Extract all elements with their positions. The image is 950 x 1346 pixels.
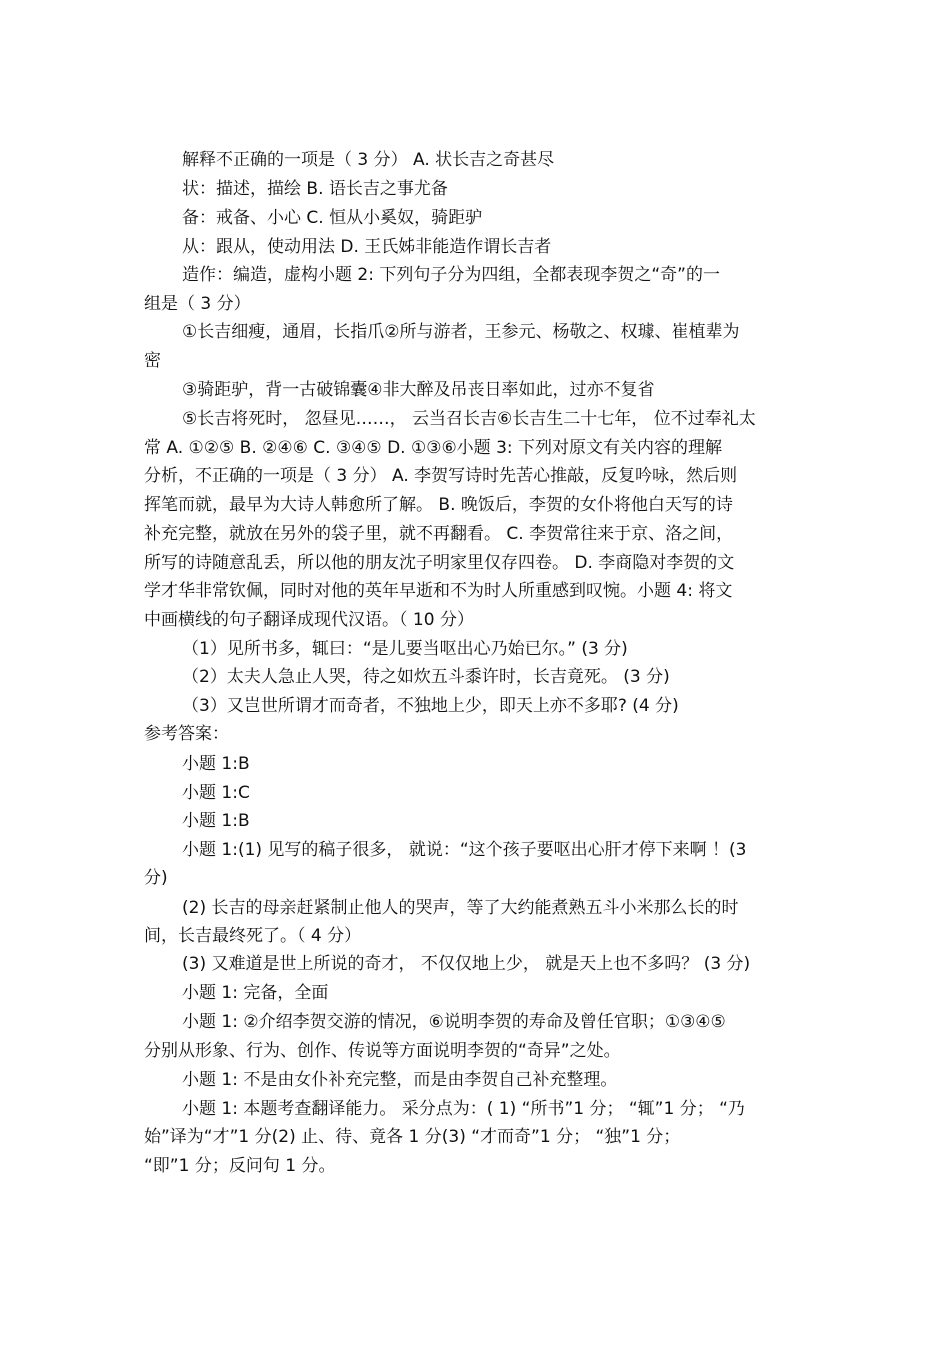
- text-line: 分析，不正确的一项是（ 3 分） A. 李贺写诗时先苦心推敲，反复吟咏，然后则: [144, 466, 738, 486]
- text-line: ③骑距驴，背一古破锦囊④非大醉及吊丧日率如此，过亦不复省: [182, 380, 655, 400]
- answer-line: 小题 1:(1) 见写的稿子很多， 就说：“这个孩子要呕出心肝才停下来啊 ！(3: [182, 840, 747, 860]
- answer-line: 小题 1:B: [182, 811, 250, 831]
- text-line: 组是（ 3 分）: [144, 294, 251, 314]
- question-item: （1）见所书多，辄曰：“是儿要当呕出心乃始已尔。” (3 分): [182, 639, 628, 659]
- question-item: （3）又岂世所谓才而奇者，不独地上少，即天上亦不多耶? (4 分): [182, 696, 679, 716]
- answer-line: 小题 1: ②介绍李贺交游的情况，⑥说明李贺的寿命及曾任官职；①③④⑤: [182, 1012, 726, 1032]
- answer-line: 小题 1: 不是由女仆补充完整，而是由李贺自己补充整理。: [182, 1070, 618, 1090]
- answer-line: “即”1 分；反问句 1 分。: [144, 1156, 336, 1176]
- text-line: 造作：编造，虚构小题 2: 下列句子分为四组，全都表现李贺之“奇”的一: [182, 265, 720, 285]
- text-line: 从：跟从，使动用法 D. 王氏姊非能造作谓长吉者: [182, 237, 552, 257]
- answer-line: (3) 又难道是世上所说的奇才， 不仅仅地上少， 就是天上也不多吗？ (3 分): [182, 954, 751, 974]
- text-line: 学才华非常钦佩，同时对他的英年早逝和不为时人所重感到叹惋。小题 4: 将文: [144, 581, 733, 601]
- answer-line: 始”译为“才”1 分(2) 止、待、竟各 1 分(3) “才而奇”1 分； “独”1 分；: [144, 1127, 681, 1147]
- text-line: ①长吉细瘦，通眉，长指爪②所与游者，王参元、杨敬之、权璩、崔植辈为: [182, 322, 740, 342]
- text-line: 解释不正确的一项是（ 3 分） A. 状长吉之奇甚尽: [182, 150, 555, 170]
- text-line: ⑤长吉将死时， 忽昼见……， 云当召长吉⑥长吉生二十七年， 位不过奉礼太: [182, 409, 756, 429]
- text-line: 密: [144, 351, 161, 371]
- text-line: 补充完整，就放在另外的袋子里，就不再翻看。 C. 李贺常往来于京、洛之间，: [144, 524, 734, 544]
- answer-line: 小题 1:B: [182, 754, 250, 774]
- answer-line: 小题 1:C: [182, 783, 250, 803]
- text-line: 所写的诗随意乱丢，所以他的朋友沈子明家里仅存四卷。 D. 李商隐对李贺的文: [144, 553, 735, 573]
- question-item: （2）太夫人急止人哭，待之如炊五斗黍许时，长吉竟死。 (3 分): [182, 667, 670, 687]
- answer-heading: 参考答案：: [144, 724, 229, 744]
- text-line: 中画横线的句子翻译成现代汉语。（ 10 分）: [144, 610, 474, 630]
- answer-line: (2) 长吉的母亲赶紧制止他人的哭声，等了大约能煮熟五斗小米那么长的时: [182, 898, 739, 918]
- answer-line: 小题 1: 完备，全面: [182, 983, 329, 1003]
- text-line: 状：描述，描绘 B. 语长吉之事尤备: [182, 179, 448, 199]
- answer-line: 分): [144, 868, 168, 888]
- text-line: 挥笔而就，最早为大诗人韩愈所了解。 B. 晚饭后，李贺的女仆将他白天写的诗: [144, 495, 733, 515]
- text-line: 备：戒备、小心 C. 恒从小奚奴，骑距驴: [182, 208, 483, 228]
- text-line: 常 A. ①②⑤ B. ②④⑥ C. ③④⑤ D. ①③⑥小题 3: 下列对原文有关内容的理解: [144, 438, 723, 458]
- answer-line: 间，长吉最终死了。（ 4 分）: [144, 926, 362, 946]
- answer-line: 分别从形象、行为、创作、传说等方面说明李贺的“奇异”之处。: [144, 1041, 621, 1061]
- answer-line: 小题 1: 本题考查翻译能力。 采分点为：( 1) “所书”1 分； “辄”1 分； “乃: [182, 1099, 745, 1119]
